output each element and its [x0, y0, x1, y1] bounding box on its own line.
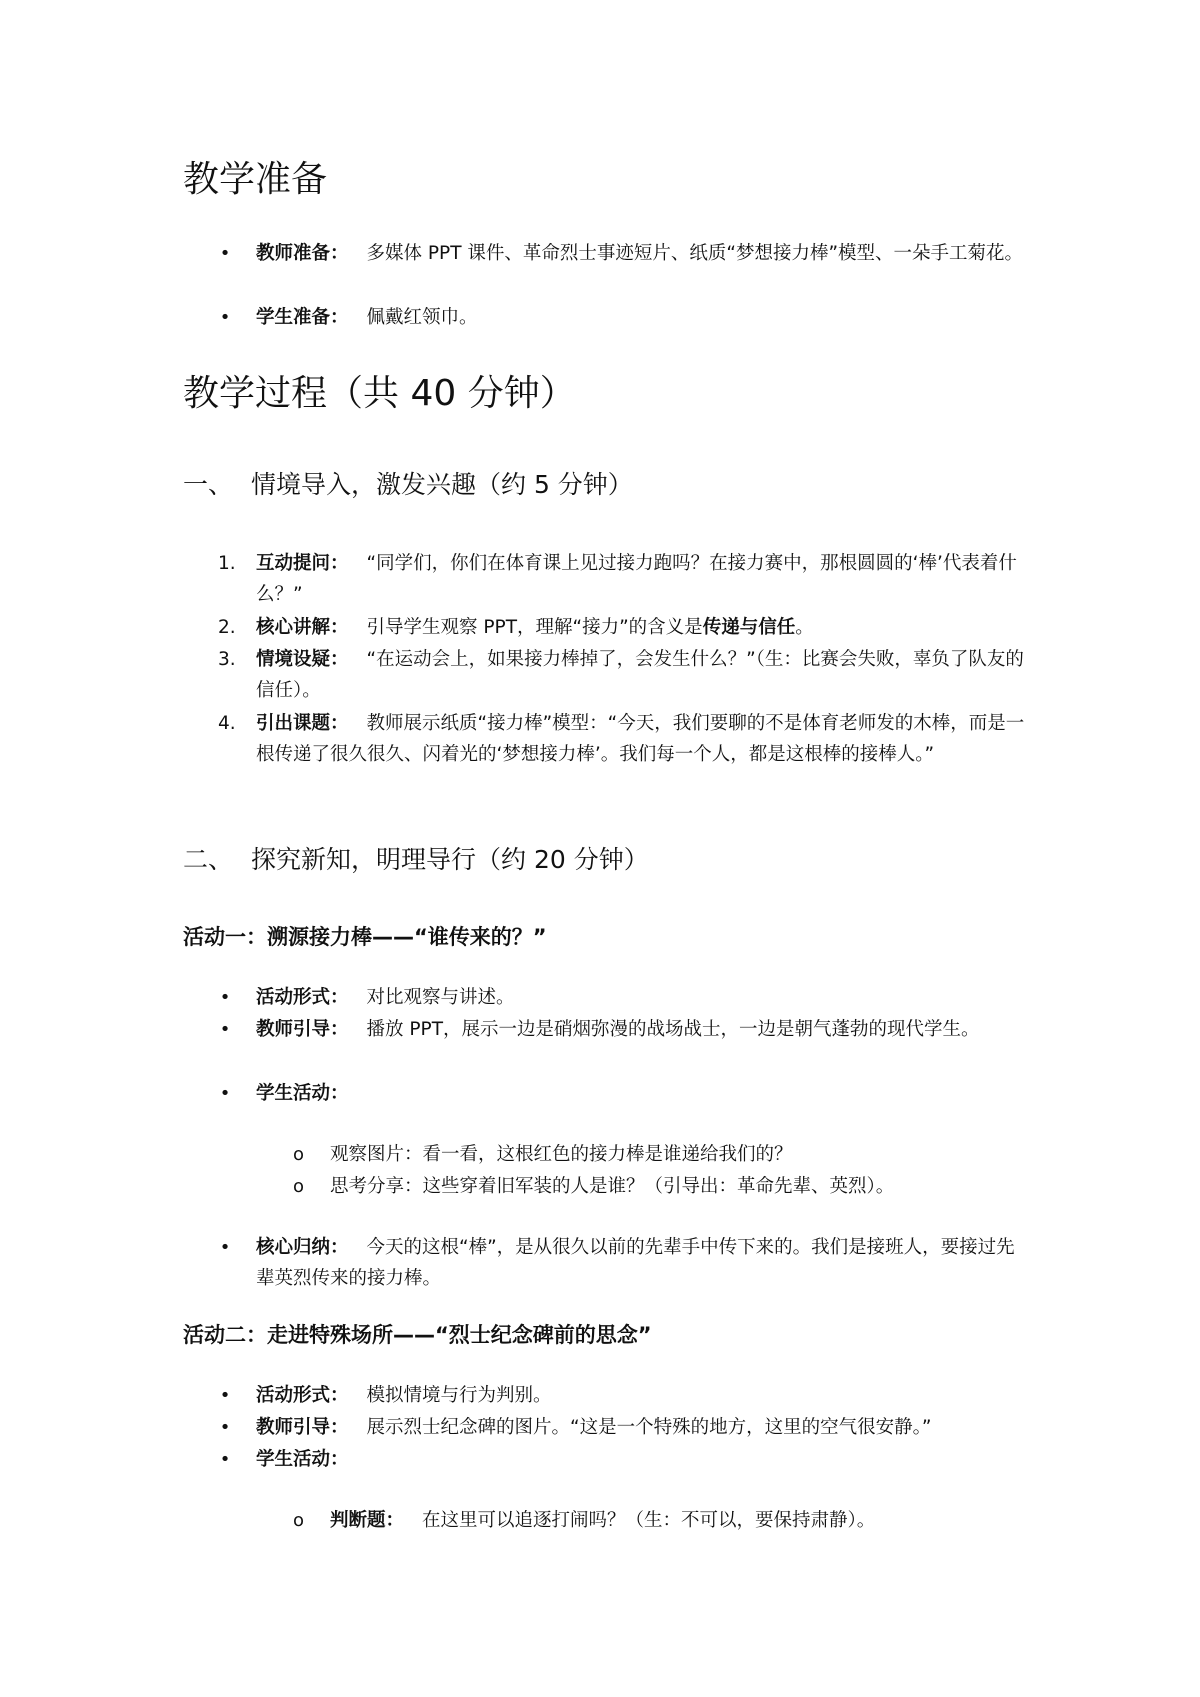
part1-number: 一、	[183, 470, 234, 499]
item-text: 在这里可以追逐打闹吗？（生：不可以，要保持肃静）。	[422, 1510, 876, 1531]
bullet-icon: •	[219, 243, 231, 264]
item-emphasis: 传递与信任	[702, 617, 796, 638]
process-heading: 教学过程（共 40 分钟）	[183, 373, 576, 414]
part1-item-4	[256, 708, 1026, 770]
bullet-icon: •	[219, 1417, 231, 1438]
item-label: 活动形式：	[256, 1385, 349, 1406]
item-label: 教师引导：	[256, 1417, 349, 1438]
activity1-guide	[256, 1014, 1026, 1045]
activity2-form	[256, 1380, 1026, 1411]
circle-bullet-icon: o	[293, 1176, 305, 1197]
part2-number: 二、	[183, 845, 234, 874]
activity1-sub-item: 思考分享：这些穿着旧军装的人是谁？（引导出：革命先辈、英烈）。	[330, 1176, 895, 1197]
bullet-icon: •	[219, 1385, 231, 1406]
activity1-sub-item: 观察图片：看一看，这根红色的接力棒是谁递给我们的？	[330, 1144, 793, 1165]
part1-item-1	[256, 548, 1026, 610]
activity2-student	[256, 1444, 1026, 1475]
item-text: 佩戴红领巾。	[366, 307, 478, 328]
item-text: 引导学生观察 PPT，理解“接力”的含义是	[366, 617, 703, 638]
activity1-student	[256, 1078, 1026, 1109]
list-number: 1.	[218, 553, 236, 574]
list-number: 2.	[218, 617, 236, 638]
item-text: 多媒体 PPT 课件、革命烈士事迹短片、纸质“梦想接力棒”模型、一朵手工菊花。	[366, 243, 1024, 264]
item-label: 核心归纳：	[256, 1237, 349, 1258]
bullet-icon: •	[219, 1449, 231, 1470]
circle-bullet-icon: o	[293, 1144, 305, 1165]
activity1-summary	[256, 1232, 1026, 1294]
list-number: 3.	[218, 649, 236, 670]
circle-bullet-icon: o	[293, 1510, 305, 1531]
bullet-icon: •	[219, 1237, 231, 1258]
item-label: 情境设疑：	[256, 649, 349, 670]
item-text: 今天的这根“棒”，是从很久以前的先辈手中传下来的。我们是接班人，要接过先辈英烈传来的接力棒。	[256, 1237, 1015, 1289]
item-text: 模拟情境与行为判别。	[366, 1385, 552, 1406]
part1-item-3	[256, 644, 1026, 706]
part1-heading	[183, 468, 633, 502]
part1-title: 情境导入，激发兴趣（约 5 分钟）	[251, 470, 633, 499]
item-label: 教师准备：	[256, 243, 349, 264]
activity2-sub-item	[330, 1505, 1030, 1536]
item-label: 互动提问：	[256, 553, 349, 574]
item-text: 播放 PPT，展示一边是硝烟弥漫的战场战士，一边是朝气蓬勃的现代学生。	[366, 1019, 980, 1040]
item-label: 核心讲解：	[256, 617, 349, 638]
activity2-heading: 活动二：走进特殊场所——“烈士纪念碑前的思念”	[183, 1323, 652, 1347]
item-text: 对比观察与讲述。	[366, 987, 515, 1008]
activity1-heading: 活动一：溯源接力棒——“谁传来的？”	[183, 925, 547, 949]
part2-heading	[183, 843, 649, 877]
item-text: 教师展示纸质“接力棒”模型：“今天，我们要聊的不是体育老师发的木棒，而是一根传递了很久很久、闪着光的‘梦想接力棒’。我们每一个人，都是这根棒的接棒人。”	[256, 713, 1025, 765]
bullet-icon: •	[219, 307, 231, 328]
list-number: 4.	[218, 713, 236, 734]
prep-item-student	[256, 302, 1026, 333]
item-label: 判断题：	[330, 1510, 405, 1531]
part1-item-2	[256, 612, 1026, 643]
item-text: 展示烈士纪念碑的图片。“这是一个特殊的地方，这里的空气很安静。”	[366, 1417, 932, 1438]
activity2-guide	[256, 1412, 1026, 1443]
item-label: 学生活动：	[256, 1083, 349, 1104]
item-label: 引出课题：	[256, 713, 349, 734]
item-label: 活动形式：	[256, 987, 349, 1008]
item-text-end: 。	[795, 617, 814, 638]
bullet-icon: •	[219, 987, 231, 1008]
item-text: “在运动会上，如果接力棒掉了，会发生什么？”（生：比赛会失败，辜负了队友的信任）。	[256, 649, 1024, 701]
bullet-icon: •	[219, 1083, 231, 1104]
prep-item-teacher	[256, 238, 1026, 269]
prep-heading: 教学准备	[183, 159, 328, 200]
item-label: 学生准备：	[256, 307, 349, 328]
item-text: “同学们，你们在体育课上见过接力跑吗？在接力赛中，那根圆圆的‘棒’代表着什么？”	[256, 553, 1017, 605]
item-label: 学生活动：	[256, 1449, 349, 1470]
activity1-form	[256, 982, 1026, 1013]
item-label: 教师引导：	[256, 1019, 349, 1040]
part2-title: 探究新知，明理导行（约 20 分钟）	[251, 845, 649, 874]
bullet-icon: •	[219, 1019, 231, 1040]
